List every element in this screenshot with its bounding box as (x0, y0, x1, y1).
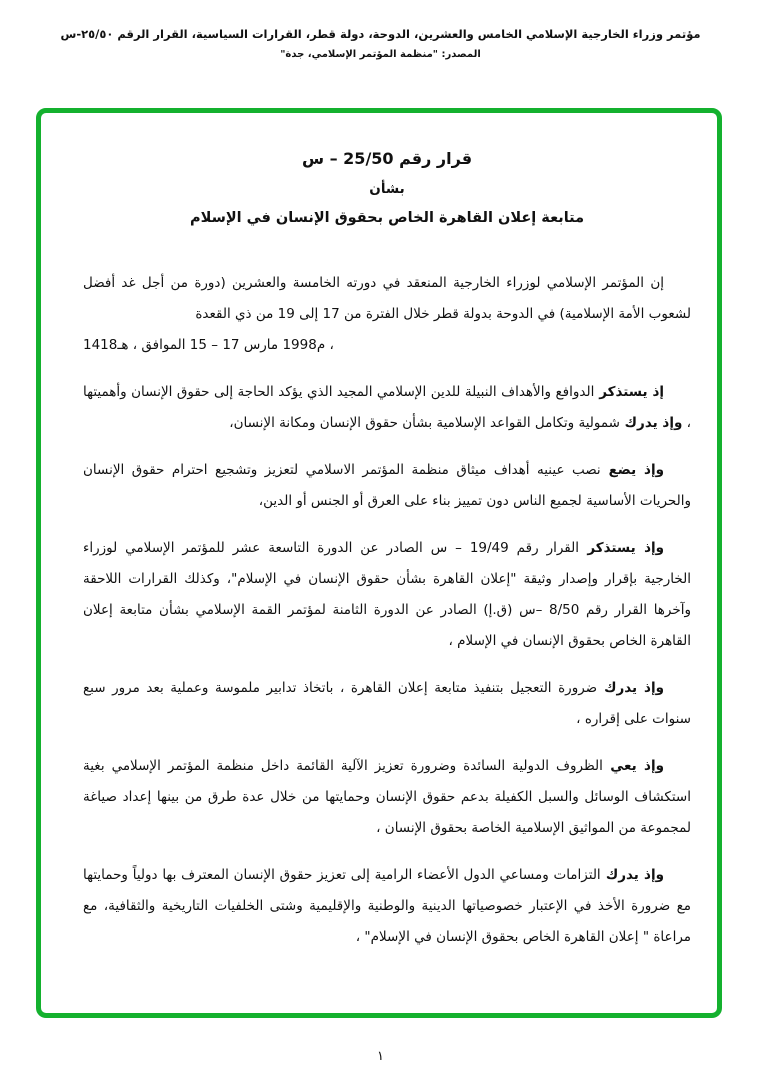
paragraph (83, 673, 691, 735)
document-header (0, 0, 761, 60)
date-token: ، (329, 337, 334, 353)
resolution-subject-title: متابعة إعلان القاهرة الخاص بحقوق الإنسان في الإسلام (189, 210, 585, 226)
paragraph-lead-bold: وإذ يعي (602, 758, 664, 774)
paragraph (83, 751, 691, 844)
date-token: الموافق (141, 337, 186, 353)
header-citation-line: مؤتمر وزراء الخارجية الإسلامي الخامس والعشرين، الدوحة، دولة قطر، القرارات السياسية، القرار الرقم ٢٥/٥٠-س (60, 27, 701, 41)
paragraph-lead-bold: وإذ يستذكر (579, 540, 665, 556)
date-token: 1418هـ (83, 337, 129, 353)
paragraph (83, 860, 691, 953)
page-number: ١ (377, 1049, 384, 1064)
paragraph-lead-bold: وإذ يدرك (600, 867, 664, 883)
paragraph-text: إن المؤتمر الإسلامي لوزراء الخارجية المنعقد في دورته الخامسة والعشرين (دورة من أجل غد أفضل لشعوب الأمة الإسلامية) في الدوحة بدولة قطر خلال الفترة من 17 إلى 19 من ذي القعدة (83, 275, 691, 322)
paragraph-text: شمولية وتكامل القواعد الإسلامية بشأن حقوق الإنسان ومكانة الإنسان، (229, 415, 620, 431)
paragraph-text: القرار رقم 19/49 – س الصادر عن الدورة التاسعة عشر للمؤتمر الإسلامي لوزراء الخارجية بإقرار وإصدار وثيقة "إعلان القاهرة بشأن حقوق الإنسان في الإسلام"، وكذلك القرارات اللاحقة وآخرها القرار رقم 8/50 –س (ق.إ) الصادر عن الدورة الثامنة لمؤتمر القمة الإسلامي بشأن متابعة إعلان القاهرة الخاص بحقوق الإنسان في الإسلام ، (83, 540, 691, 649)
date-token: ، (132, 337, 138, 353)
paragraph-lead-bold: إذ يستذكر (594, 384, 664, 400)
paragraph-text: التزامات ومساعي الدول الأعضاء الرامية إلى تعزيز حقوق الإنسان المعترف بها دولياً وحمايتها مع ضرورة الأخذ في الإعتبار خصوصياتها الدينية والوطنية والإقليمية وشتى الخلفيات التاريخية والثقافية، مع مراعاة " إعلان القاهرة الخاص بحقوق الإنسان في الإسلام" ، (83, 867, 691, 945)
paragraph (83, 268, 691, 330)
header-source-line: المصدر: "منظمة المؤتمر الإسلامي، جدة" (280, 49, 481, 60)
resolution-regarding-title: بشأن (369, 181, 405, 197)
green-border-frame (36, 108, 722, 1018)
resolution-title-block (83, 149, 691, 226)
date-token: – (211, 337, 219, 353)
resolution-body (41, 113, 717, 953)
paragraphs (83, 268, 691, 953)
paragraph-text: الدوافع والأهداف النبيلة للدين الإسلامي المجيد الذي يؤكد الحاجة إلى حقوق الإنسان وأهميتها ، (83, 384, 691, 431)
date-token: 1998م (282, 337, 326, 353)
paragraph (83, 533, 691, 657)
resolution-number-title: قرار رقم 25/50 – س (301, 149, 473, 168)
date-token: مارس (243, 337, 279, 353)
paragraph-text: نصب عينيه أهداف ميثاق منظمة المؤتمر الاسلامي لتعزيز وتشجيع احترام حقوق الإنسان والحريات الأساسية لجميع الناس دون تمييز بناء على العرق أو الجنس أو الدين، (83, 462, 691, 509)
paragraph-lead-bold: وإذ يدرك (597, 680, 664, 696)
paragraph-date-line (83, 330, 691, 361)
paragraph-lead-bold: وإذ يدرك (619, 415, 683, 431)
paragraph-text: الظروف الدولية السائدة وضرورة تعزيز الآلية القائمة داخل منظمة المؤتمر الإسلامي بغية استكشاف الوسائل والسبل الكفيلة بدعم حقوق الإنسان وحمايتها من خلال عدة طرق من بينها إعداد صياغة لمجموعة من المواثيق الإسلامية الخاصة بحقوق الإنسان ، (83, 758, 691, 836)
paragraph (83, 377, 691, 439)
date-token: 15 (189, 337, 207, 353)
paragraph (83, 455, 691, 517)
date-token: 17 (222, 337, 240, 353)
paragraph-lead-bold: وإذ يضع (600, 462, 664, 478)
paragraph-text: ضرورة التعجيل بتنفيذ متابعة إعلان القاهرة ، باتخاذ تدابير ملموسة وعملية بعد مرور سبع سنوات على إقراره ، (83, 680, 691, 727)
